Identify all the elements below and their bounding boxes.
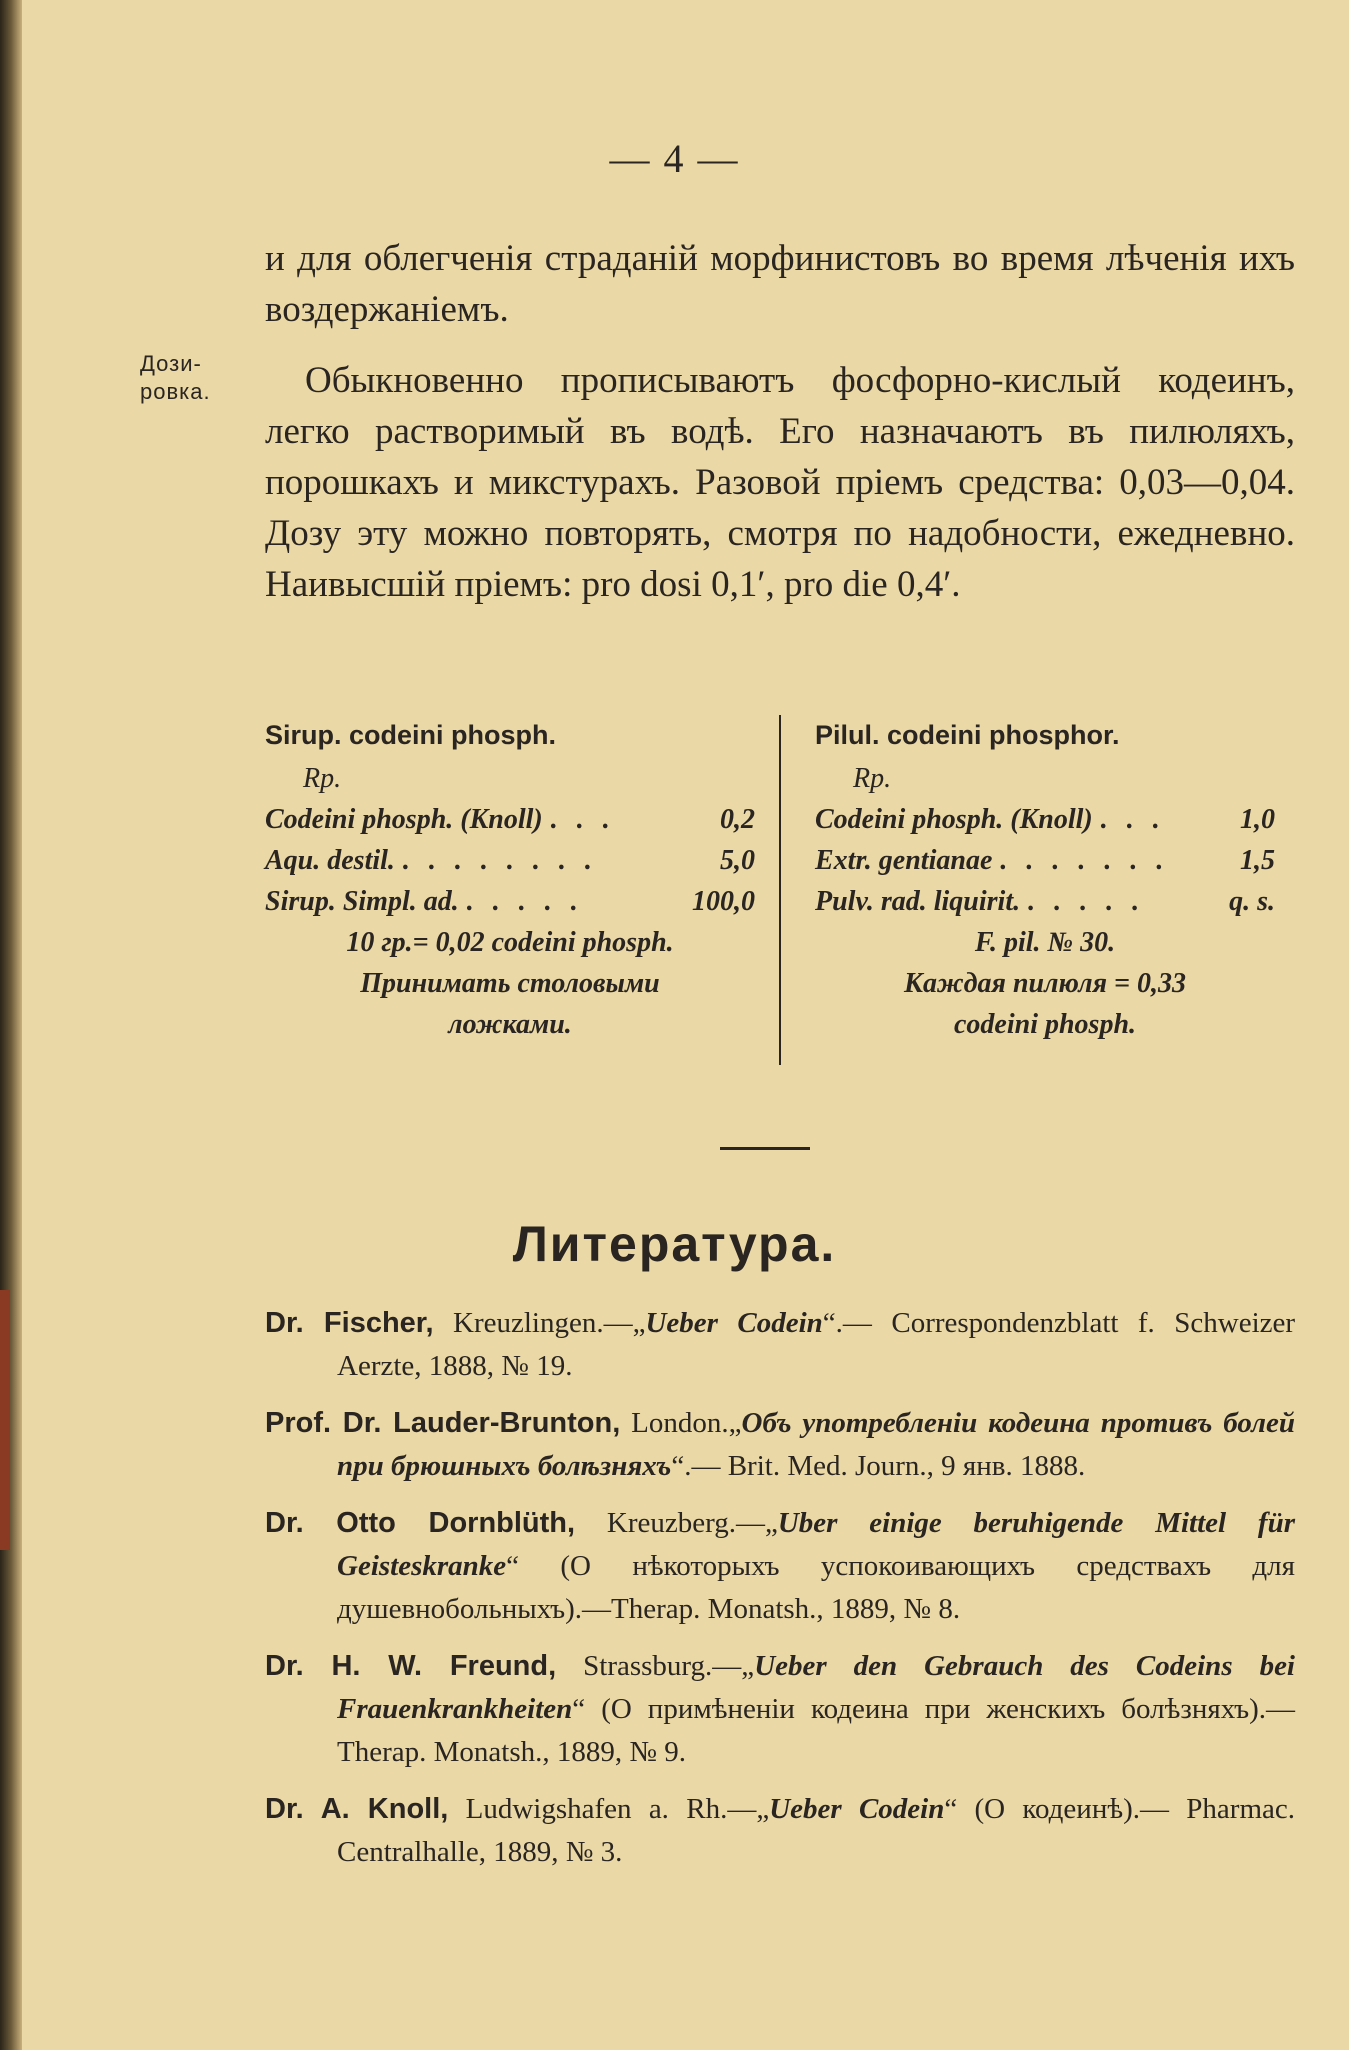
ref-place: London.„ bbox=[620, 1407, 742, 1439]
recipe-note: codeini phosph. bbox=[953, 1009, 1137, 1040]
recipe-row bbox=[265, 881, 755, 922]
ref-source: “.— Brit. Med. Journ., 9 янв. 1888. bbox=[671, 1450, 1086, 1482]
margin-note-dosage: Дози-ровка. bbox=[140, 351, 211, 404]
ref-place: Strassburg.—„ bbox=[556, 1650, 755, 1682]
ref-author: Dr. Fischer, bbox=[265, 1307, 434, 1339]
literature-heading: Литература. bbox=[512, 1216, 837, 1272]
ingredient-amount: 1,0 bbox=[1240, 804, 1275, 835]
ref-author: Prof. Dr. Lauder-Brunton, bbox=[265, 1407, 621, 1439]
ingredient-amount: 100,0 bbox=[692, 886, 755, 917]
recipe-row bbox=[815, 881, 1275, 922]
recipe-row bbox=[815, 799, 1275, 840]
recipes-block bbox=[265, 715, 1295, 1060]
ingredient-name: Extr. gentianae bbox=[815, 845, 993, 876]
ingredient-name: Pulv. rad. liquirit. bbox=[815, 886, 1021, 917]
recipe-note: Принимать столовыми bbox=[360, 968, 660, 999]
recipe-syrup bbox=[265, 715, 755, 1045]
reference-list bbox=[265, 1302, 1295, 1888]
ref-author: Dr. Otto Dornblüth, bbox=[265, 1507, 576, 1539]
recipe-note: ложками. bbox=[448, 1009, 572, 1040]
recipe-note: 10 гр.= 0,02 codeini phosph. bbox=[346, 927, 674, 958]
ingredient-amount: 1,5 bbox=[1240, 845, 1275, 876]
reference-item bbox=[265, 1402, 1295, 1488]
recipe-rp: Rp. bbox=[853, 763, 892, 794]
ref-source: “ (О примѣненіи кодеина при женскихъ болѣзняхъ).—Therap. Monatsh., 1889, № 9. bbox=[337, 1693, 1295, 1768]
recipe-title: Pilul. codeini phosphor. bbox=[815, 720, 1120, 750]
recipe-title: Sirup. codeini phosph. bbox=[265, 720, 557, 750]
reference-item bbox=[265, 1788, 1295, 1874]
ingredient-name: Codeini phosph. (Knoll) bbox=[265, 804, 543, 835]
leader-dots: . . . . . . . bbox=[1000, 845, 1170, 876]
ingredient-amount: 5,0 bbox=[720, 845, 755, 876]
leader-dots: . . . . . bbox=[466, 886, 584, 917]
leader-dots: . . . . . bbox=[1028, 886, 1146, 917]
ref-title: Ueber Codein bbox=[769, 1793, 945, 1825]
ref-place: Kreuzlingen.—„ bbox=[433, 1307, 646, 1339]
ingredient-amount: 0,2 bbox=[720, 804, 755, 835]
recipe-note: Каждая пилюля = 0,33 bbox=[904, 968, 1186, 999]
page-number: — 4 — bbox=[609, 136, 740, 181]
ref-source: “ (О нѣкоторыхъ успокоивающихъ средствахъ для душевнобольныхъ).—Therap. Monatsh., 1889, № 8. bbox=[337, 1550, 1295, 1625]
ref-author: Dr. H. W. Freund, bbox=[265, 1650, 557, 1682]
ref-title: Ueber Codein bbox=[645, 1307, 823, 1339]
paragraph-continued: и для облегченія страданій морфинистовъ во время лѣченія ихъ воздержаніемъ. bbox=[265, 238, 1295, 330]
recipe-note: F. pil. № 30. bbox=[974, 927, 1116, 958]
recipe-divider bbox=[779, 715, 781, 1065]
leader-dots: . . . bbox=[1100, 804, 1166, 835]
ref-title: Объ употребленіи кодеина противъ болей при брюшныхъ болѣзняхъ bbox=[337, 1407, 1295, 1482]
paragraph-dosage: Обыкновенно прописываютъ фосфорно-кислый кодеинъ, легко растворимый въ водѣ. Его назначаютъ въ пилюляхъ, порошкахъ и микстурахъ. Разовой пріемъ средства: 0,03—0,04. Дозу эту можно повторять, смотря по надобности, ежедневно. Наивысшій пріемъ: pro dosi 0,1′, pro die 0,4′. bbox=[265, 360, 1295, 605]
ref-place: Ludwigshafen a. Rh.—„ bbox=[448, 1793, 770, 1825]
recipe-pills bbox=[815, 715, 1275, 1045]
ingredient-name: Codeini phosph. (Knoll) bbox=[815, 804, 1093, 835]
page-binding-edge bbox=[0, 0, 22, 2050]
binding-mark bbox=[0, 1290, 10, 1550]
reference-item bbox=[265, 1302, 1295, 1388]
ref-title: Uber einige beruhigende Mittel für Geisteskranke bbox=[337, 1507, 1295, 1582]
leader-dots: . . . bbox=[550, 804, 616, 835]
recipe-row bbox=[265, 840, 755, 881]
recipe-row bbox=[265, 799, 755, 840]
ref-place: Kreuzberg.—„ bbox=[575, 1507, 778, 1539]
ref-source: “ (О кодеинѣ).— Pharmac. Centralhalle, 1889, № 3. bbox=[337, 1793, 1295, 1868]
ingredient-name: Sirup. Simpl. ad. bbox=[265, 886, 459, 917]
ingredient-name: Aqu. destil. bbox=[265, 845, 395, 876]
recipe-row bbox=[815, 840, 1275, 881]
ref-source: “.— Correspondenzblatt f. Schweizer Aerzte, 1888, № 19. bbox=[337, 1307, 1296, 1382]
ingredient-amount: q. s. bbox=[1229, 886, 1275, 917]
recipe-rp: Rp. bbox=[303, 763, 342, 794]
reference-item bbox=[265, 1645, 1295, 1774]
ref-author: Dr. A. Knoll, bbox=[265, 1793, 449, 1825]
leader-dots: . . . . . . . . bbox=[402, 845, 598, 876]
reference-item bbox=[265, 1502, 1295, 1631]
section-rule bbox=[720, 1147, 810, 1150]
ref-title: Ueber den Gebrauch des Codeins bei Frauenkrankheiten bbox=[337, 1650, 1295, 1725]
